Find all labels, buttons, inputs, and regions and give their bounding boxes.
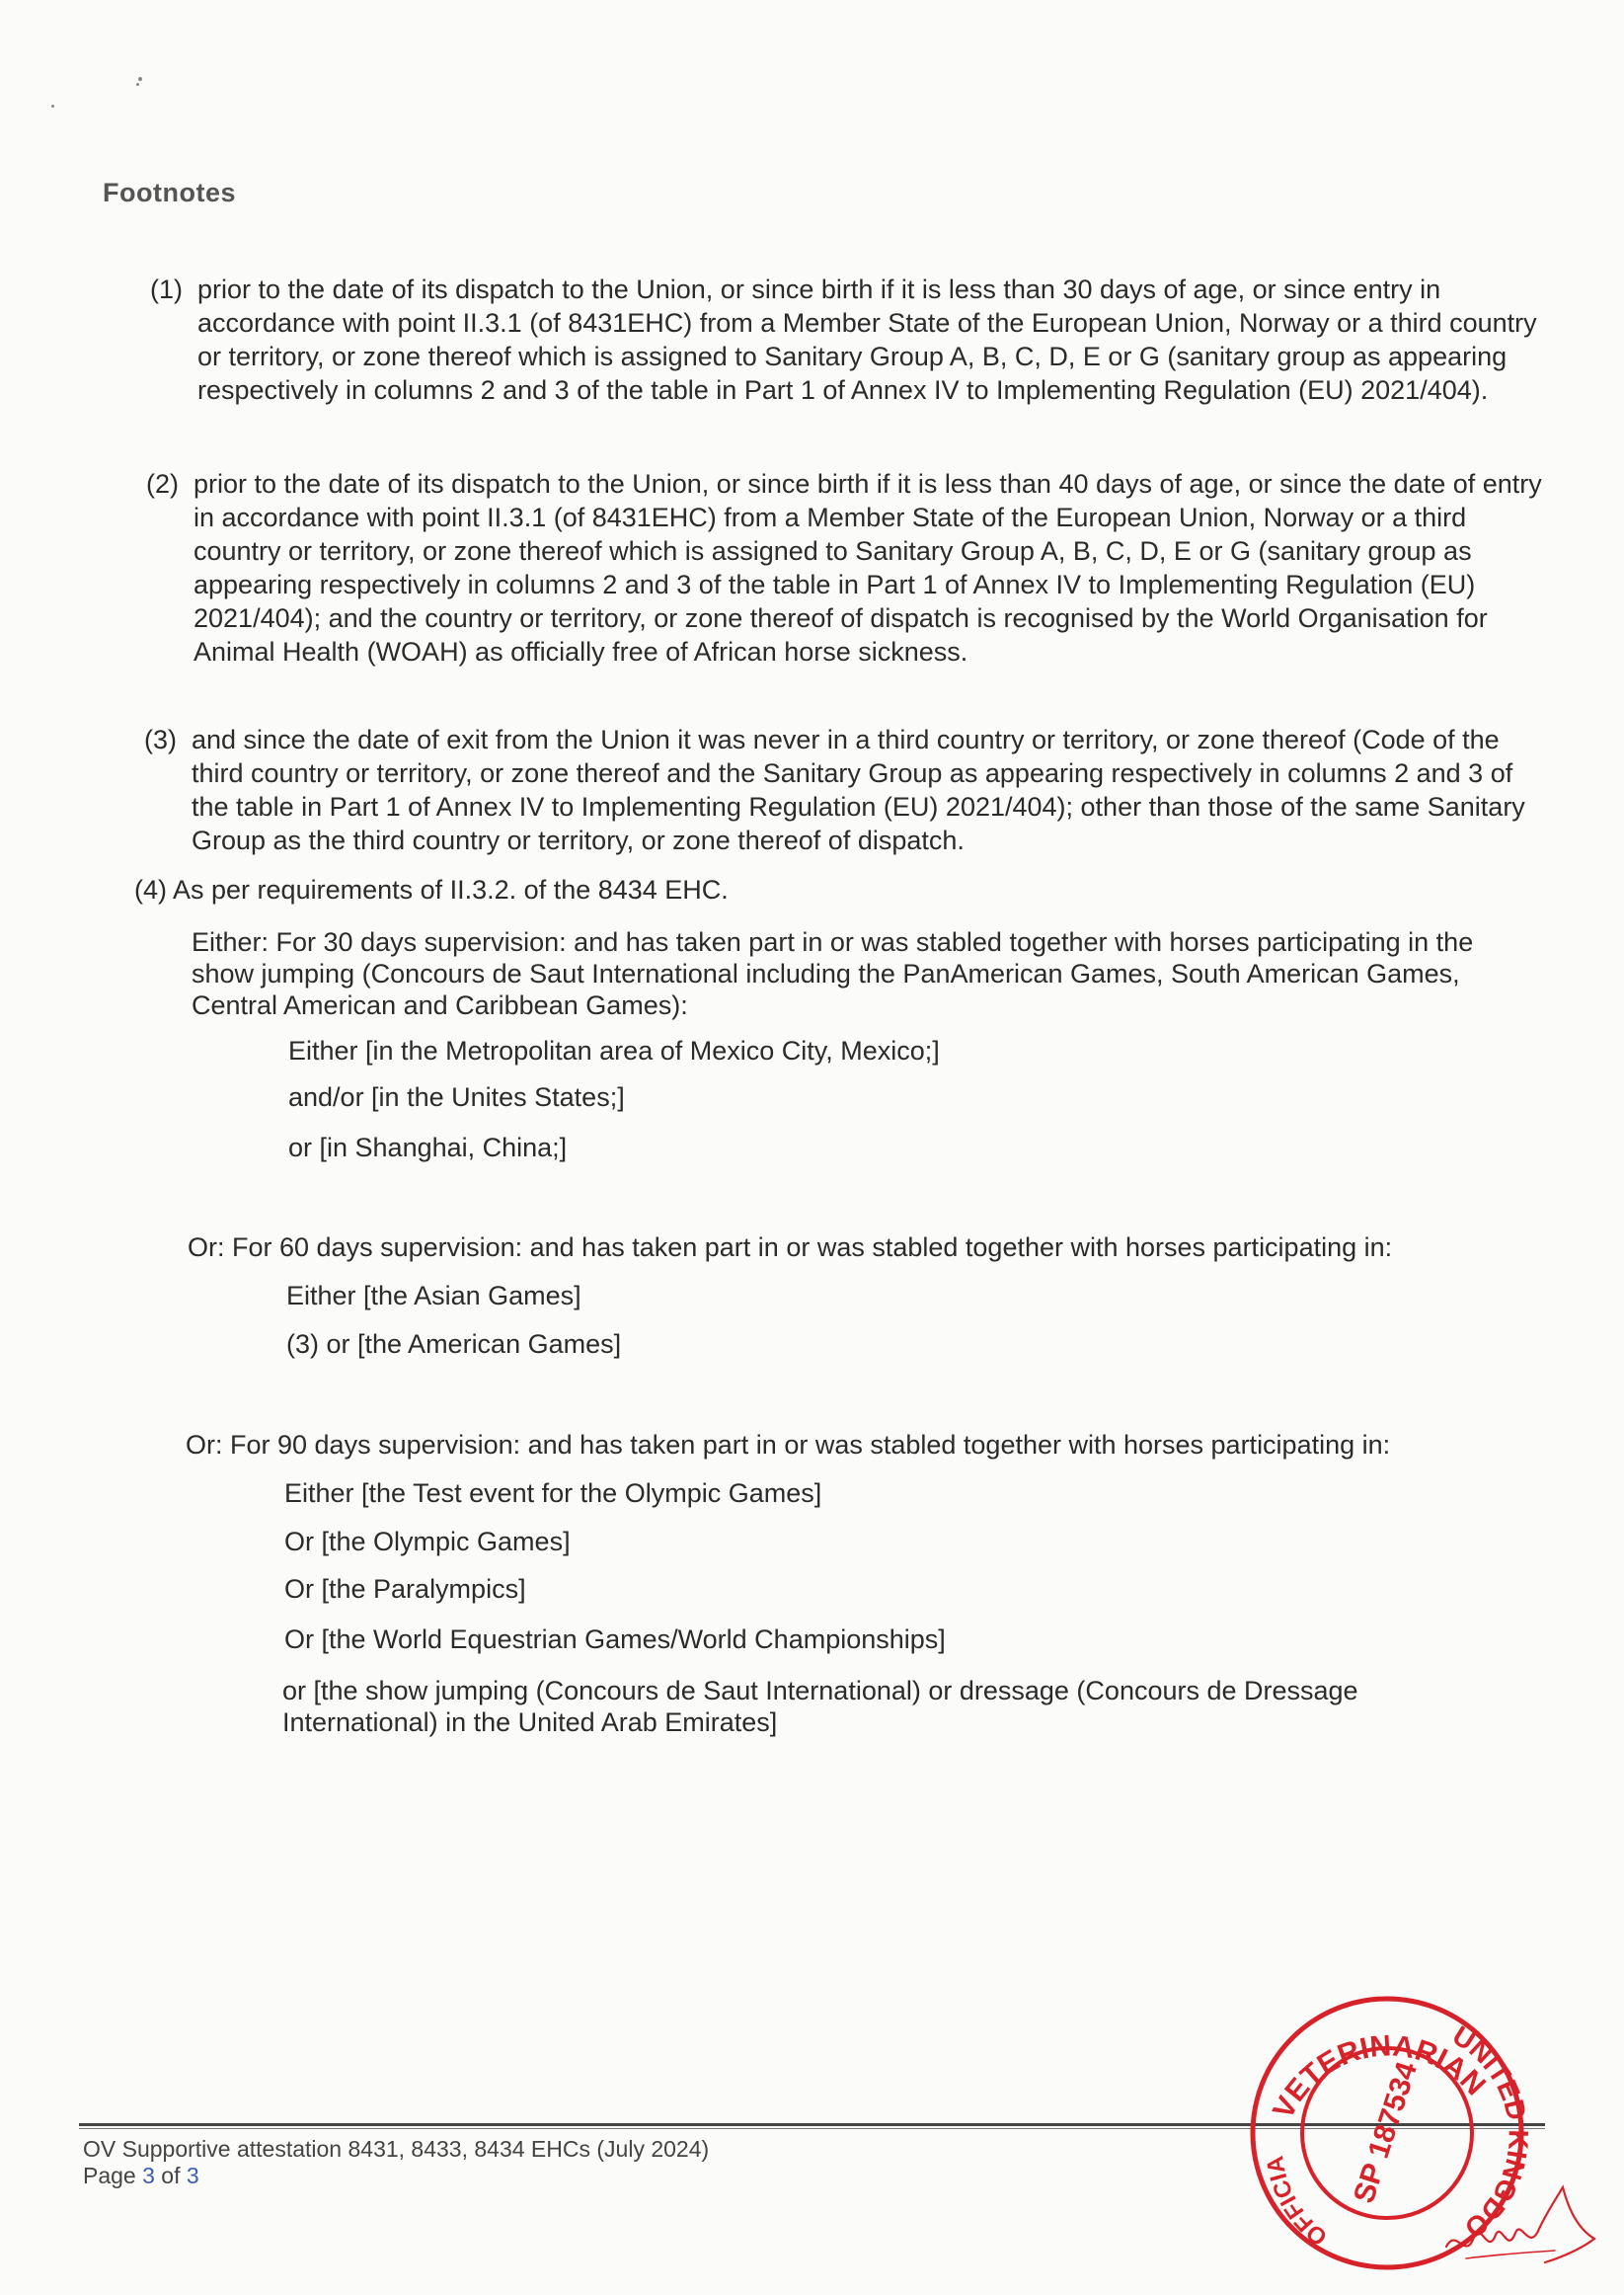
footnote-text: prior to the date of its dispatch to the Union, or since birth if it is less than 40 days of age, or since the date of entry in accordance with point II.3.1 (of 8431EHC) from a Member State of the European Union, Norway or a third country or territory, or zone thereof which is assigned to Sanitary Group A, B, C, D, E or G (sanitary group as appearing respectively in columns 2 and 3 of the table in Part 1 of Annex IV to Implementing Regulation (EU) 2021/404); and the country or territory, or zone thereof of dispatch is recognised by the World Organisation for Animal Health (WOAH) as officially free of African horse sickness. xyxy=(193,469,1542,667)
signature xyxy=(1436,2168,1604,2276)
option-90-item: Either [the Test event for the Olympic Games] xyxy=(284,1478,822,1508)
option-30-item: or [in Shanghai, China;] xyxy=(288,1133,568,1162)
page-footer xyxy=(83,2136,709,2189)
option-90-item: Or [the World Equestrian Games/World Championships] xyxy=(284,1624,946,1654)
footnote-number: (3) xyxy=(144,725,177,754)
option-90-days-lead: Or: For 90 days supervision: and has taken part in or was stabled together with horses participating in: xyxy=(186,1430,1391,1460)
option-30-item: Either [in the Metropolitan area of Mexico City, Mexico;] xyxy=(288,1036,940,1066)
footnote-text: and since the date of exit from the Union it was never in a third country or territory, or zone thereof (Code of the third country or territory, or zone thereof and the Sanitary Group as appearing respectively in columns 2 and 3 of the table in Part 1 of Annex IV to Implementing Regulation (EU) 2021/404); other than those of the same Sanitary Group as the third country or territory, or zone thereof of dispatch. xyxy=(192,725,1525,855)
footnote-number: (2) xyxy=(146,469,179,499)
page-prefix: Page xyxy=(83,2163,136,2188)
page-indicator xyxy=(83,2163,709,2189)
option-30-item: and/or [in the Unites States;] xyxy=(288,1082,625,1112)
footnote-4-intro: (4) As per requirements of II.3.2. of the 8434 EHC. xyxy=(134,875,729,905)
option-90-item: Or [the Olympic Games] xyxy=(284,1527,571,1556)
stamp-left-text: OFFICIA xyxy=(1261,2154,1333,2252)
option-90-item: Or [the Paralympics] xyxy=(284,1574,526,1604)
option-30-days-lead: Either: For 30 days supervision: and has taken part in or was stabled together with horses participating in the show jumping (Concours de Saut International including the PanAmerican Games, South American Games, Central American and Caribbean Games): xyxy=(192,927,1474,1020)
option-60-item: (3) or [the American Games] xyxy=(286,1329,622,1359)
stamp-top-text: VETERINARIAN xyxy=(1267,2029,1493,2124)
footnotes-heading: Footnotes xyxy=(103,178,236,207)
footnote-number: (1) xyxy=(150,275,183,304)
option-60-days-lead: Or: For 60 days supervision: and has taken part in or was stabled together with horses participating in: xyxy=(188,1232,1393,1262)
stamp-center-text: SP 187534 xyxy=(1348,2058,1425,2207)
footer-document-title: OV Supportive attestation 8431, 8433, 8434 EHCs (July 2024) xyxy=(83,2136,710,2162)
page-of: of xyxy=(161,2163,181,2188)
option-90-item: or [the show jumping (Concours de Saut International) or dressage (Concours de Dressage International) in the United Arab Emirates] xyxy=(282,1676,1358,1737)
page-current: 3 xyxy=(142,2163,155,2188)
option-60-item: Either [the Asian Games] xyxy=(286,1281,581,1310)
page-total: 3 xyxy=(186,2163,199,2188)
footnote-text: prior to the date of its dispatch to the Union, or since birth if it is less than 30 days of age, or since entry in accordance with point II.3.1 (of 8431EHC) from a Member State of the European Union, Norway or a third country or territory, or zone thereof which is assigned to Sanitary Group A, B, C, D, E or G (sanitary group as appearing respectively in columns 2 and 3 of the table in Part 1 of Annex IV to Implementing Regulation (EU) 2021/404). xyxy=(197,275,1537,405)
stamp-right-text: UNITED KINGDO xyxy=(1447,2019,1534,2245)
